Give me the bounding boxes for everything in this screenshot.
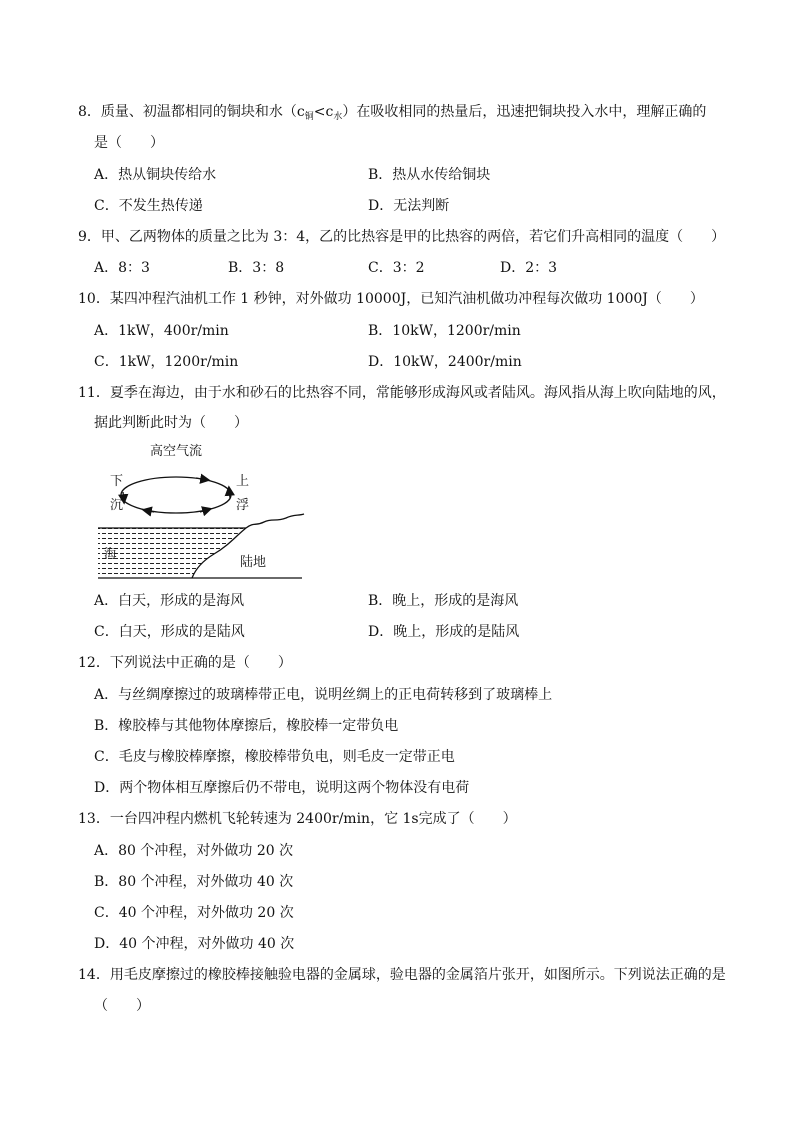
q8-option-c[interactable]: C．不发生热传递 bbox=[94, 198, 203, 214]
label-sink-2: 沉 bbox=[110, 498, 124, 513]
q8-option-d[interactable]: D．无法判断 bbox=[368, 198, 450, 214]
label-rise-2: 浮 bbox=[236, 498, 250, 513]
q11-stem-line2: 据此判断此时为（ ） bbox=[94, 415, 248, 431]
q13-option-a[interactable]: A．80 个冲程，对外做功 20 次 bbox=[94, 843, 294, 859]
q11-option-d[interactable]: D．晚上，形成的是陆风 bbox=[368, 624, 520, 640]
sea-area bbox=[98, 528, 244, 578]
q10-option-c[interactable]: C．1kW，1200r/min bbox=[94, 354, 239, 370]
label-sea: 海 bbox=[104, 547, 118, 562]
label-high-altitude: 高空气流 bbox=[150, 444, 203, 459]
q14-stem-line2: （ ） bbox=[94, 998, 150, 1014]
q9-option-d[interactable]: D．2：3 bbox=[500, 260, 558, 276]
q8-stem-line2: 是（ ） bbox=[94, 135, 164, 151]
q13-stem: 13．一台四冲程内燃机飞轮转速为 2400r/min，它 1s完成了（ ） bbox=[78, 811, 517, 827]
q12-option-d[interactable]: D．两个物体相互摩擦后仍不带电，说明这两个物体没有电荷 bbox=[94, 780, 470, 796]
arrow-right bbox=[229, 488, 230, 498]
q12-option-c[interactable]: C．毛皮与橡胶棒摩擦，橡胶棒带负电，则毛皮一定带正电 bbox=[94, 749, 455, 765]
label-land: 陆地 bbox=[240, 555, 267, 570]
q9-stem: 9．甲、乙两物体的质量之比为 3：4，乙的比热容是甲的比热容的两倍，若它们升高相同的温度（ ） bbox=[78, 229, 726, 245]
q10-option-b[interactable]: B．10kW，1200r/min bbox=[368, 323, 521, 339]
q11-option-a[interactable]: A．白天，形成的是海风 bbox=[94, 593, 245, 609]
q10-option-a[interactable]: A．1kW，400r/min bbox=[94, 323, 229, 339]
q8-option-b[interactable]: B．热从水传给铜块 bbox=[368, 167, 491, 183]
q10-stem: 10．某四冲程汽油机工作 1 秒钟，对外做功 10000J，已知汽油机做功冲程每次做功 1000J（ ） bbox=[78, 291, 704, 307]
q13-option-b[interactable]: B．80 个冲程，对外做功 40 次 bbox=[94, 874, 294, 890]
label-sink-1: 下 bbox=[110, 474, 124, 489]
q11-option-c[interactable]: C．白天，形成的是陆风 bbox=[94, 624, 245, 640]
q11-option-b[interactable]: B．晚上，形成的是海风 bbox=[368, 593, 519, 609]
q12-option-a[interactable]: A．与丝绸摩擦过的玻璃棒带正电，说明丝绸上的正电荷转移到了玻璃棒上 bbox=[94, 687, 553, 703]
label-rise-1: 上 bbox=[236, 474, 250, 489]
q12-stem: 12．下列说法中正确的是（ ） bbox=[78, 655, 292, 671]
q9-option-a[interactable]: A．8：3 bbox=[94, 260, 150, 276]
q8-option-a[interactable]: A．热从铜块传给水 bbox=[94, 167, 217, 183]
q9-option-c[interactable]: C．3：2 bbox=[368, 260, 425, 276]
q9-option-b[interactable]: B．3：8 bbox=[228, 260, 285, 276]
q13-option-d[interactable]: D．40 个冲程，对外做功 40 次 bbox=[94, 936, 295, 952]
q13-option-c[interactable]: C．40 个冲程，对外做功 20 次 bbox=[94, 905, 294, 921]
sea-breeze-diagram bbox=[96, 436, 306, 582]
q11-stem-line1: 11．夏季在海边，由于水和砂石的比热容不同，常能够形成海风或者陆风。海风指从海上吹向陆地的风， bbox=[78, 385, 726, 401]
q12-option-b[interactable]: B．橡胶棒与其他物体摩擦后，橡胶棒一定带负电 bbox=[94, 718, 399, 734]
q8-stem-line1: 8．质量、初温都相同的铜块和水$(c_铜<c_水)$在吸收相同的热量后，迅速把铜块投入水中，理解正确的 bbox=[78, 104, 707, 122]
q14-stem-line1: 14．用毛皮摩擦过的橡胶棒接触验电器的金属球，验电器的金属箔片张开，如图所示。下列说法正确的是 bbox=[78, 967, 726, 983]
q10-option-d[interactable]: D．10kW，2400r/min bbox=[368, 354, 522, 370]
circulation-loop bbox=[121, 477, 231, 513]
